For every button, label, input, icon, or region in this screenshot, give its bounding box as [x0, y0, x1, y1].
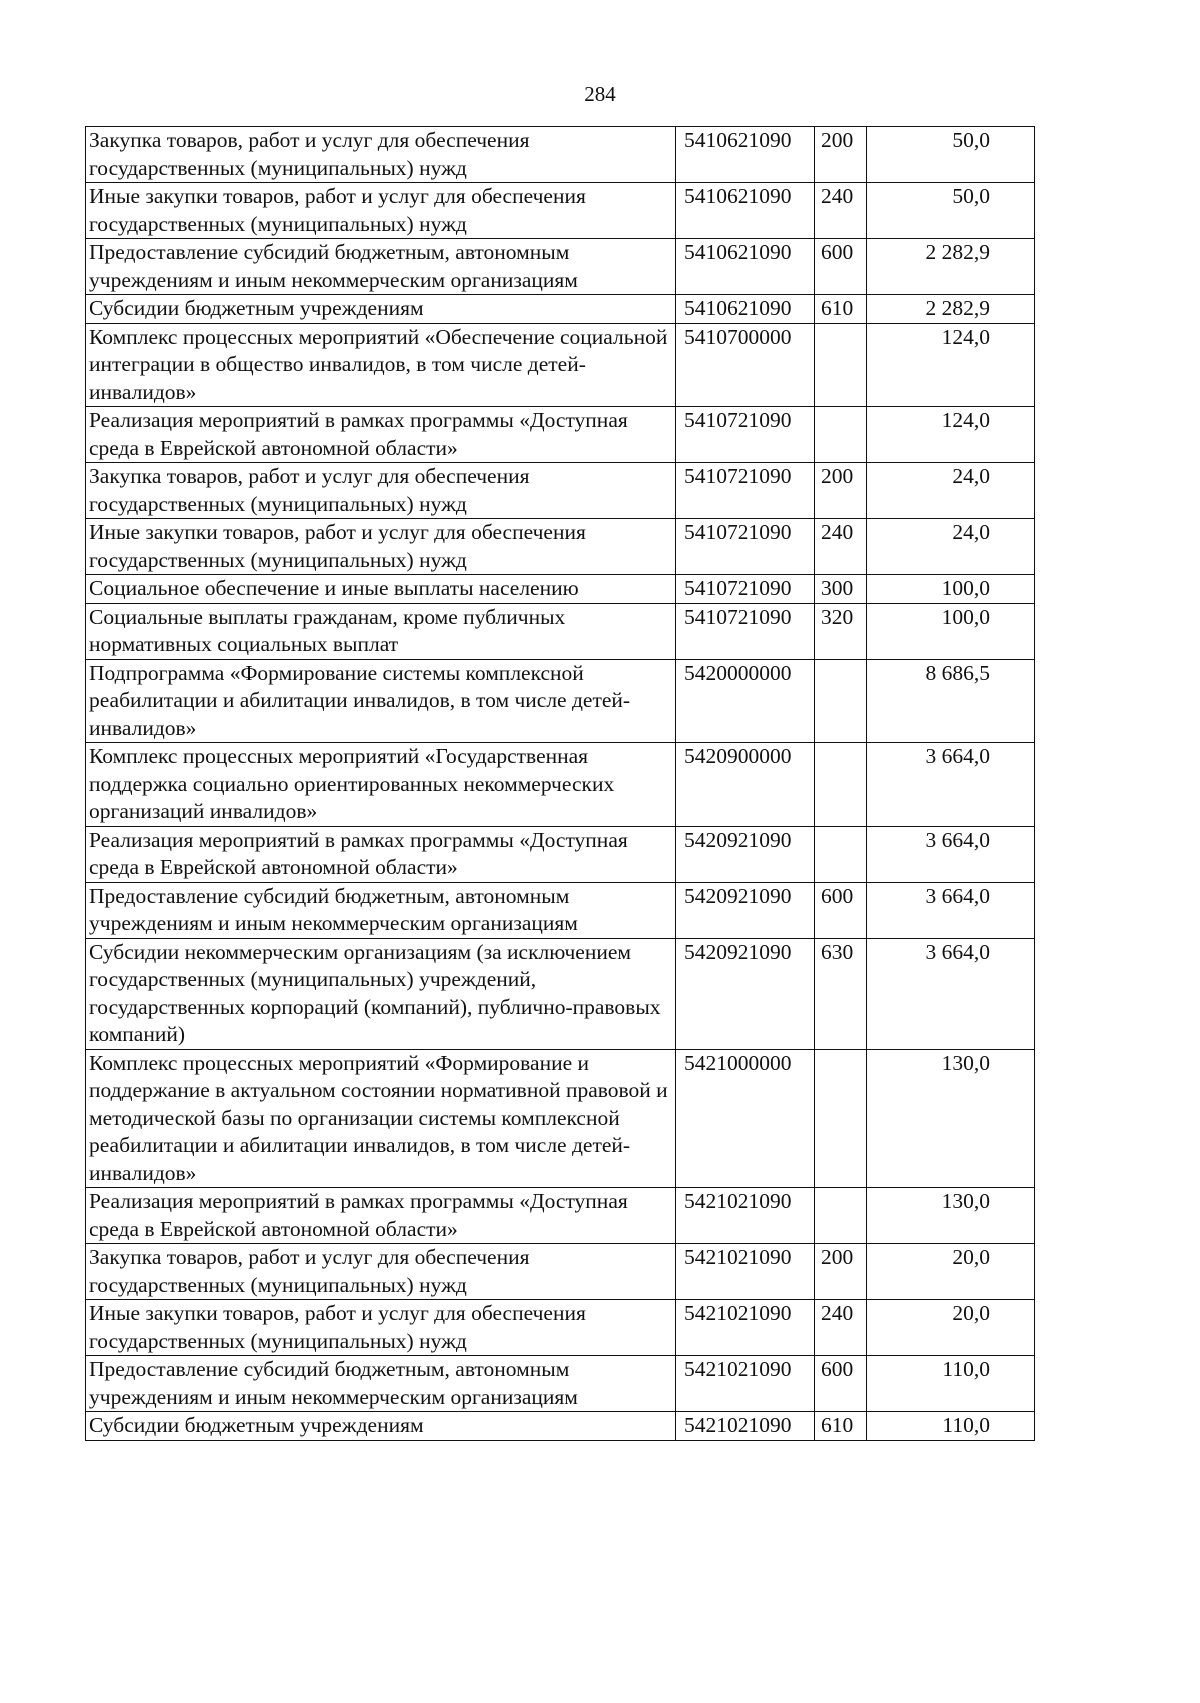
row-type-cell: 300	[815, 575, 867, 604]
row-sum-cell: 8 686,5	[867, 659, 1035, 743]
row-name-cell: Предоставление субсидий бюджетным, автономным учреждениям и иным некоммерческим организациям	[86, 882, 676, 938]
table-row	[86, 575, 1035, 604]
row-type-cell	[815, 1049, 867, 1188]
table-row	[86, 1188, 1035, 1244]
row-sum-cell: 24,0	[867, 463, 1035, 519]
table-body	[86, 127, 1035, 1441]
row-code-cell: 5410721090	[676, 407, 815, 463]
row-type-cell	[815, 1188, 867, 1244]
row-sum-cell: 50,0	[867, 183, 1035, 239]
row-code-cell: 5410721090	[676, 463, 815, 519]
row-type-cell: 200	[815, 127, 867, 183]
row-sum-cell: 20,0	[867, 1300, 1035, 1356]
row-name-cell: Реализация мероприятий в рамках программы «Доступная среда в Еврейской автономной области»	[86, 826, 676, 882]
row-code-cell: 5420921090	[676, 882, 815, 938]
table-row	[86, 1244, 1035, 1300]
row-sum-cell: 110,0	[867, 1356, 1035, 1412]
row-code-cell: 5421000000	[676, 1049, 815, 1188]
table-row	[86, 938, 1035, 1049]
row-type-cell: 240	[815, 1300, 867, 1356]
row-sum-cell: 130,0	[867, 1049, 1035, 1188]
row-sum-cell: 124,0	[867, 323, 1035, 407]
row-type-cell	[815, 323, 867, 407]
row-sum-cell: 2 282,9	[867, 295, 1035, 324]
row-name-cell: Предоставление субсидий бюджетным, автономным учреждениям и иным некоммерческим организациям	[86, 239, 676, 295]
row-code-cell: 5421021090	[676, 1412, 815, 1441]
row-name-cell: Субсидии бюджетным учреждениям	[86, 1412, 676, 1441]
row-type-cell	[815, 659, 867, 743]
row-code-cell: 5420921090	[676, 938, 815, 1049]
row-sum-cell: 100,0	[867, 603, 1035, 659]
row-name-cell: Закупка товаров, работ и услуг для обеспечения государственных (муниципальных) нужд	[86, 1244, 676, 1300]
table-row	[86, 1412, 1035, 1441]
row-code-cell: 5421021090	[676, 1188, 815, 1244]
row-name-cell: Реализация мероприятий в рамках программы «Доступная среда в Еврейской автономной области»	[86, 1188, 676, 1244]
row-type-cell	[815, 743, 867, 827]
table-row	[86, 323, 1035, 407]
row-code-cell: 5421021090	[676, 1244, 815, 1300]
row-name-cell: Субсидии некоммерческим организациям (за исключением государственных (муниципальных) учреждений, государственных корпораций (компаний), публично-правовых компаний)	[86, 938, 676, 1049]
table-row	[86, 239, 1035, 295]
row-type-cell: 320	[815, 603, 867, 659]
row-name-cell: Подпрограмма «Формирование системы комплексной реабилитации и абилитации инвалидов, в том числе детей-инвалидов»	[86, 659, 676, 743]
table-row	[86, 743, 1035, 827]
row-sum-cell: 110,0	[867, 1412, 1035, 1441]
row-name-cell: Субсидии бюджетным учреждениям	[86, 295, 676, 324]
row-name-cell: Иные закупки товаров, работ и услуг для обеспечения государственных (муниципальных) нужд	[86, 519, 676, 575]
row-type-cell: 600	[815, 882, 867, 938]
table-row	[86, 1356, 1035, 1412]
row-name-cell: Социальное обеспечение и иные выплаты населению	[86, 575, 676, 604]
row-sum-cell: 3 664,0	[867, 743, 1035, 827]
row-type-cell	[815, 407, 867, 463]
row-type-cell: 240	[815, 519, 867, 575]
table-row	[86, 603, 1035, 659]
row-name-cell: Социальные выплаты гражданам, кроме публичных нормативных социальных выплат	[86, 603, 676, 659]
table-row	[86, 407, 1035, 463]
row-type-cell: 600	[815, 239, 867, 295]
row-code-cell: 5410621090	[676, 183, 815, 239]
table-row	[86, 882, 1035, 938]
row-code-cell: 5410721090	[676, 603, 815, 659]
row-sum-cell: 130,0	[867, 1188, 1035, 1244]
row-sum-cell: 20,0	[867, 1244, 1035, 1300]
row-code-cell: 5410721090	[676, 575, 815, 604]
table-row	[86, 826, 1035, 882]
row-code-cell: 5410700000	[676, 323, 815, 407]
row-name-cell: Предоставление субсидий бюджетным, автономным учреждениям и иным некоммерческим организациям	[86, 1356, 676, 1412]
row-code-cell: 5420900000	[676, 743, 815, 827]
row-type-cell: 200	[815, 1244, 867, 1300]
row-name-cell: Комплекс процессных мероприятий «Обеспечение социальной интеграции в общество инвалидов, в том числе детей-инвалидов»	[86, 323, 676, 407]
row-code-cell: 5410621090	[676, 239, 815, 295]
row-sum-cell: 100,0	[867, 575, 1035, 604]
row-name-cell: Комплекс процессных мероприятий «Государственная поддержка социально ориентированных некоммерческих организаций инвалидов»	[86, 743, 676, 827]
table-row	[86, 1300, 1035, 1356]
row-type-cell: 630	[815, 938, 867, 1049]
row-sum-cell: 24,0	[867, 519, 1035, 575]
row-code-cell: 5420921090	[676, 826, 815, 882]
table-row	[86, 183, 1035, 239]
budget-table	[85, 126, 1035, 1441]
row-sum-cell: 3 664,0	[867, 938, 1035, 1049]
table-row	[86, 519, 1035, 575]
row-name-cell: Реализация мероприятий в рамках программы «Доступная среда в Еврейской автономной области»	[86, 407, 676, 463]
row-name-cell: Иные закупки товаров, работ и услуг для обеспечения государственных (муниципальных) нужд	[86, 1300, 676, 1356]
row-code-cell: 5410721090	[676, 519, 815, 575]
row-sum-cell: 50,0	[867, 127, 1035, 183]
row-code-cell: 5410621090	[676, 295, 815, 324]
page-number: 284	[584, 82, 616, 106]
table-row	[86, 659, 1035, 743]
row-name-cell: Закупка товаров, работ и услуг для обеспечения государственных (муниципальных) нужд	[86, 127, 676, 183]
row-code-cell: 5410621090	[676, 127, 815, 183]
row-type-cell: 600	[815, 1356, 867, 1412]
row-sum-cell: 124,0	[867, 407, 1035, 463]
row-code-cell: 5420000000	[676, 659, 815, 743]
row-type-cell: 610	[815, 295, 867, 324]
row-name-cell: Закупка товаров, работ и услуг для обеспечения государственных (муниципальных) нужд	[86, 463, 676, 519]
row-type-cell: 240	[815, 183, 867, 239]
row-type-cell: 200	[815, 463, 867, 519]
row-sum-cell: 2 282,9	[867, 239, 1035, 295]
row-type-cell	[815, 826, 867, 882]
table-row	[86, 1049, 1035, 1188]
row-code-cell: 5421021090	[676, 1356, 815, 1412]
table-row	[86, 463, 1035, 519]
row-code-cell: 5421021090	[676, 1300, 815, 1356]
row-name-cell: Комплекс процессных мероприятий «Формирование и поддержание в актуальном состоянии нормативной правовой и методической базы по организации системы комплексной реабилитации и абилитации инвалидов, в том числе детей-инвалидов»	[86, 1049, 676, 1188]
table-row	[86, 127, 1035, 183]
row-sum-cell: 3 664,0	[867, 882, 1035, 938]
table-row	[86, 295, 1035, 324]
row-name-cell: Иные закупки товаров, работ и услуг для обеспечения государственных (муниципальных) нужд	[86, 183, 676, 239]
row-sum-cell: 3 664,0	[867, 826, 1035, 882]
row-type-cell: 610	[815, 1412, 867, 1441]
